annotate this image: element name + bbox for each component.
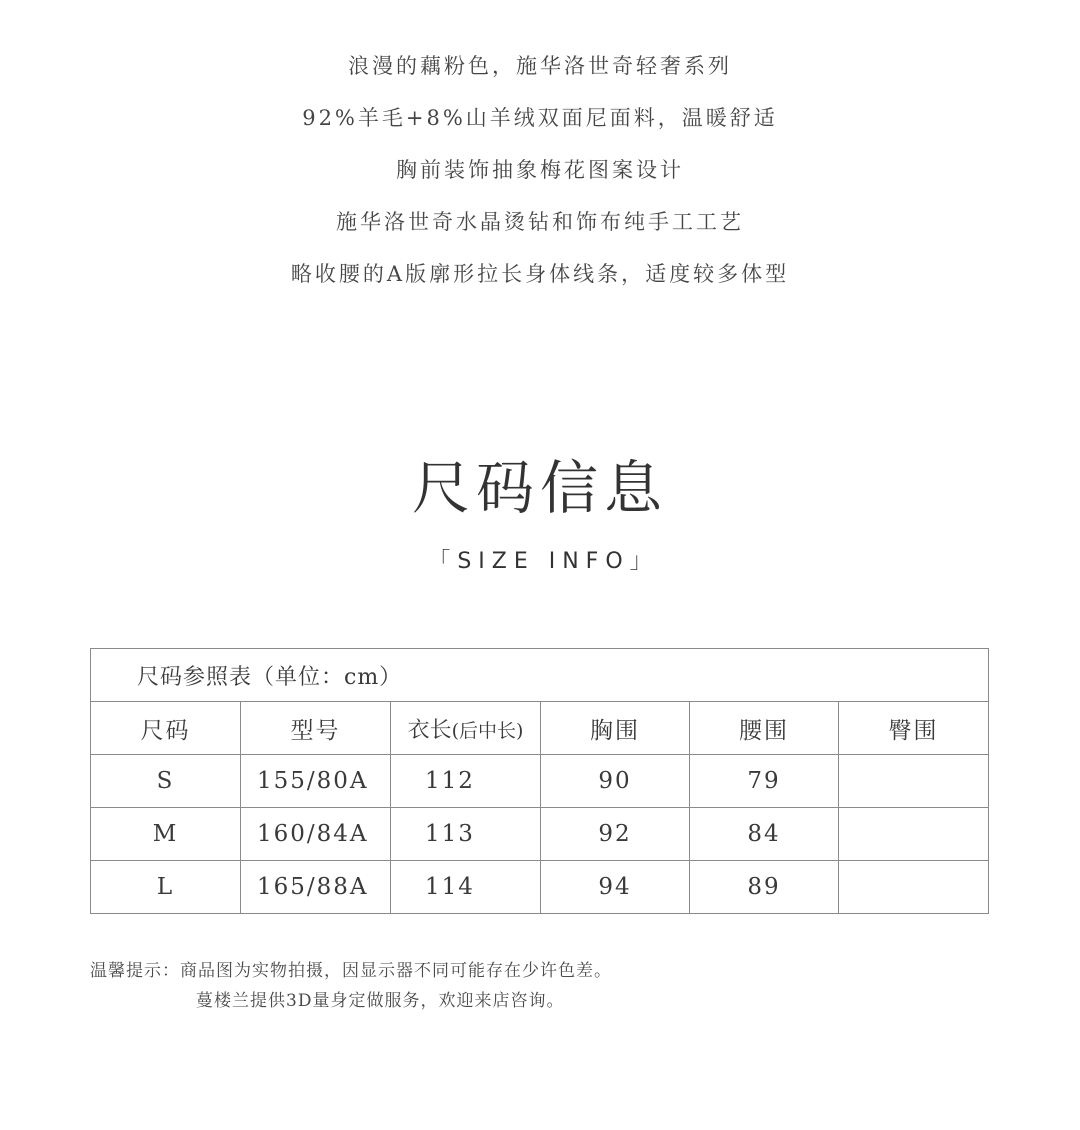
cell-length: 114 bbox=[391, 861, 541, 914]
cell-waist: 84 bbox=[690, 808, 839, 861]
cell-size: S bbox=[91, 755, 241, 808]
feature-line: 胸前装饰抽象梅花图案设计 bbox=[396, 158, 684, 182]
cell-hip bbox=[839, 755, 989, 808]
header-length-label: 衣长 bbox=[407, 717, 452, 743]
cell-chest: 94 bbox=[541, 861, 690, 914]
size-section-subtitle: 「 S I Z E I N F O 」 bbox=[428, 549, 652, 574]
cell-length: 113 bbox=[391, 808, 541, 861]
feature-line: 浪漫的藕粉色，施华洛世奇轻奢系列 bbox=[348, 54, 732, 78]
header-chest: 胸围 bbox=[541, 702, 690, 755]
cell-chest: 92 bbox=[541, 808, 690, 861]
feature-line: 施华洛世奇水晶烫钻和饰布纯手工工艺 bbox=[336, 210, 744, 234]
cell-length: 112 bbox=[391, 755, 541, 808]
tip-line: 蔓楼兰提供3D量身定做服务，欢迎来店咨询。 bbox=[196, 991, 565, 1011]
cell-chest: 90 bbox=[541, 755, 690, 808]
header-model: 型号 bbox=[241, 702, 391, 755]
warm-tip bbox=[90, 956, 612, 1016]
product-features bbox=[0, 40, 1080, 300]
cell-waist: 79 bbox=[690, 755, 839, 808]
cell-hip bbox=[839, 808, 989, 861]
table-row bbox=[91, 808, 989, 861]
header-size: 尺码 bbox=[91, 702, 241, 755]
size-chart-table bbox=[90, 648, 989, 914]
table-caption-row bbox=[91, 649, 989, 702]
cell-hip bbox=[839, 861, 989, 914]
feature-line: 略收腰的A版廓形拉长身体线条，适度较多体型 bbox=[290, 262, 790, 286]
table-row bbox=[91, 861, 989, 914]
header-waist: 腰围 bbox=[690, 702, 839, 755]
cell-size: M bbox=[91, 808, 241, 861]
table-caption: 尺码参照表（单位：cm） bbox=[91, 649, 989, 702]
header-hip: 臀围 bbox=[839, 702, 989, 755]
table-row bbox=[91, 755, 989, 808]
cell-size: L bbox=[91, 861, 241, 914]
tip-line: 温馨提示：商品图为实物拍摄，因显示器不同可能存在少许色差。 bbox=[90, 961, 612, 981]
cell-waist: 89 bbox=[690, 861, 839, 914]
table-header-row bbox=[91, 702, 989, 755]
size-section-title: 尺码信息 bbox=[411, 454, 668, 522]
cell-model: 165/88A bbox=[241, 861, 391, 914]
cell-model: 155/80A bbox=[241, 755, 391, 808]
header-length-note: (后中长) bbox=[451, 719, 524, 742]
feature-line: 92%羊毛+8%山羊绒双面尼面料，温暖舒适 bbox=[302, 106, 778, 130]
header-length bbox=[391, 702, 541, 755]
cell-model: 160/84A bbox=[241, 808, 391, 861]
